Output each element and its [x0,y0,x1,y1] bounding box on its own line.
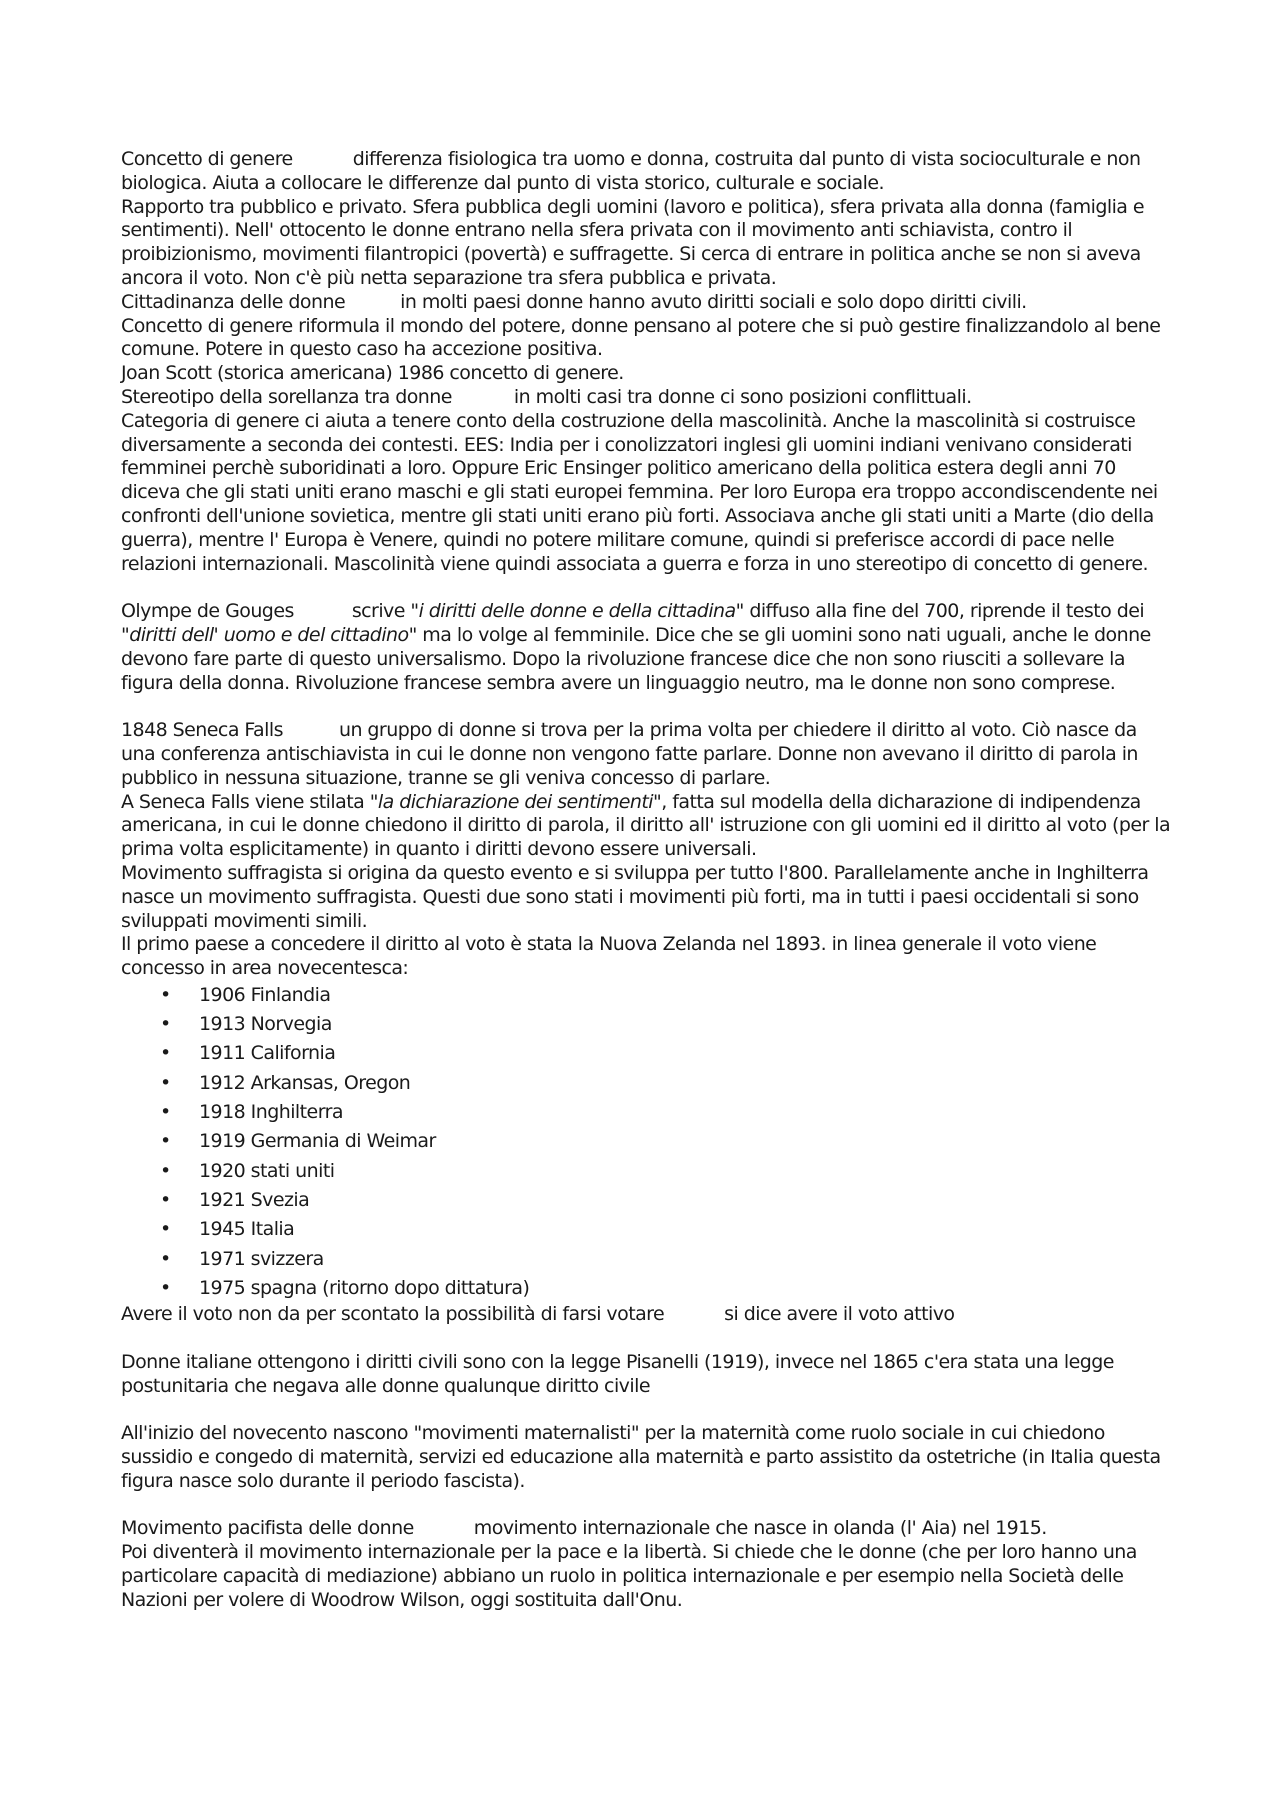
term-label: Concetto di genere [121,148,293,170]
paragraph-dichiarazione [121,791,1171,862]
term-label: Avere il voto non da per scontato la possibilità di farsi votare [121,1303,665,1326]
paragraph-movimento-suffragista: Movimento suffragista si origina da questo evento e si sviluppa per tutto l'800. Parallelamente anche in Inghilterra nasce un movimento suffragista. Questi due sono stati i movimenti più forti, ma in tutti i paesi occidentali si sono sviluppati movimenti simili. [121,861,1149,932]
list-item [121,1127,1171,1156]
list-item [121,1215,1171,1244]
term-label: Cittadinanza delle donne [121,290,346,313]
list-item [121,1274,1171,1303]
bullet-icon: • [160,1276,171,1299]
suffrage-year-list [121,981,1171,1303]
list-item [121,1069,1171,1098]
paragraph-sorellanza [121,386,1171,410]
bullet-icon: • [160,1218,171,1241]
term-definition: movimento internazionale che nasce in olanda (l' Aia) nel 1915. [473,1517,1047,1540]
list-item-text: 1971 svizzera [199,1247,324,1270]
bullet-icon: • [160,983,171,1006]
blank-line [121,695,1171,719]
italic-title: "la dichiarazione dei sentimenti" [369,790,662,813]
term-label: Movimento pacifista delle donne [121,1517,414,1540]
paragraph-seneca-falls [121,719,1171,790]
paragraph-voto-attivo [121,1303,1171,1327]
paragraph-pubblico-privato: Rapporto tra pubblico e privato. Sfera pubblica degli uomini (lavoro e politica), sfera privata alla donna (famiglia e sentimenti). Nell' ottocento le donne entrano nella sfera privata con il movimento anti schiavista, contro il proibizionismo, movimenti filantropici (povertà) e suffragette. Si cerca di entrare in politica anche se non si aveva ancora il voto. Non c'è più netta separazione tra sfera pubblica e privata. [121,195,1145,289]
term-label: Olympe de Gouges [121,600,294,623]
list-item [121,1010,1171,1039]
term-definition: in molti paesi donne hanno avuto diritti sociali e solo dopo diritti civili. [400,290,1027,313]
list-item-text: 1906 Finlandia [199,983,331,1006]
blank-line [121,1494,1171,1518]
paragraph-olympe-de-gouges [121,600,1171,695]
bullet-icon: • [160,1188,171,1211]
paragraph-pace-liberta: Poi diventerà il movimento internazionale per la pace e la libertà. Si chiede che le donne (che per loro hanno una particolare capacità di mediazione) abbiano un ruolo in politica internazionale e per esempio nella Società delle Nazioni per volere di Woodrow Wilson, oggi sostituita dall'Onu. [121,1541,1137,1611]
text-run: , fatta sul modella della dicharazione di indipendenza americana, in cui le donne chiedono il diritto di parola, il diritto all' istruzione con gli uomini ed il diritto al voto (per la prima volta esplicitamente) in quanto i diritti devono essere universali. [121,790,1171,861]
paragraph-movimento-pacifista [121,1517,1171,1541]
list-item-text: 1921 Svezia [199,1188,310,1211]
term-definition: un gruppo di donne si trova per la prima volta per chiedere il diritto al voto. Ciò nasce da una conferenza antischiavista in cui le donne non vengono fatte parlare. Donne non avevano il diritto di parola in pubblico in nessuna situazione, tranne se gli veniva concesso di parlare. [121,719,1138,789]
term-definition: differenza fisiologica tra uomo e donna, costruita dal punto di vista socioculturale e non biologica. Aiuta a collocare le differenze dal punto di vista storico, culturale e sociale. [121,148,1141,194]
list-item [121,1157,1171,1186]
term-definition: si dice avere il voto attivo [724,1303,955,1326]
blank-line [121,1327,1171,1351]
bullet-icon: • [160,1159,171,1182]
paragraph-concetto-di-genere [121,148,1171,196]
document-body [121,148,1171,1613]
text-run: ma lo volge al femminile. Dice che se gli uomini sono nati uguali, anche le donne devono fare parte di questo universalismo. Dopo la rivoluzione francese dice che non sono riusciti a sollevare la figura della donna. Rivoluzione francese sembra avere un linguaggio neutro, ma le donne non sono comprese. [121,623,1151,694]
list-item [121,1245,1171,1274]
bullet-icon: • [160,1101,171,1124]
italic-title: "i diritti delle donne e della cittadina" [410,600,744,623]
list-item-text: 1918 Inghilterra [199,1101,343,1124]
list-item-text: 1913 Norvegia [199,1013,332,1036]
bullet-icon: • [160,1071,171,1094]
paragraph-legge-pisanelli: Donne italiane ottengono i diritti civili sono con la legge Pisanelli (1919), invece nel 1865 c'era stata una legge postunitaria che negava alle donne qualunque diritto civile [121,1350,1114,1397]
paragraph-joan-scott: Joan Scott (storica americana) 1986 concetto di genere. [121,362,624,385]
list-item-text: 1912 Arkansas, Oregon [199,1071,411,1094]
text-run: scrive [351,600,411,623]
paragraph-nuova-zelanda: Il primo paese a concedere il diritto al voto è stata la Nuova Zelanda nel 1893. in linea generale il voto viene concesso in area novecentesca: [121,933,1097,980]
blank-line [121,576,1171,600]
list-item [121,1039,1171,1068]
bullet-icon: • [160,1247,171,1270]
paragraph-movimenti-maternalisti: All'inizio del novecento nascono "movimenti maternalisti" per la maternità come ruolo sociale in cui chiedono sussidio e congedo di maternità, servizi ed educazione alla maternità e parto assistito da ostetriche (in Italia questa figura nasce solo durante il periodo fascista). [121,1422,1161,1492]
blank-line [121,1398,1171,1422]
list-item-text: 1975 spagna (ritorno dopo dittatura) [199,1276,530,1299]
term-definition: in molti casi tra donne ci sono posizioni conflittuali. [513,385,972,408]
list-item-text: 1920 stati uniti [199,1159,335,1182]
bullet-icon: • [160,1013,171,1036]
italic-title: "diritti dell' uomo e del cittadino" [121,623,417,646]
paragraph-mascolinita: Categoria di genere ci aiuta a tenere conto della costruzione della mascolinità. Anche la mascolinità si costruisce diversamente a seconda dei contesti. EES: India per i conolizzatori inglesi gli uomini indiani venivano considerati femminei perchè suboridinati a loro. Oppure Eric Ensinger politico americano della politica estera degli anni 70 diceva che gli stati uniti erano maschi e gli stati europei femmina. Per loro Europa era troppo accondiscendente nei confronti dell'unione sovietica, mentre gli stati uniti erano più forti. Associava anche gli stati uniti a Marte (dio della guerra), mentre l' Europa è Venere, quindi no potere militare comune, quindi si preferisce accordi di pace nelle relazioni internazionali. Mascolinità viene quindi associata a guerra e forza in uno stereotipo di concetto di genere. [121,409,1158,575]
bullet-icon: • [160,1042,171,1065]
paragraph-cittadinanza [121,291,1171,315]
text-run: diffuso alla fine del 700, riprende il testo dei [743,600,1145,623]
list-item [121,981,1171,1010]
term-label: Stereotipo della sorellanza tra donne [121,385,452,408]
term-label: 1848 Seneca Falls [121,719,283,742]
paragraph-potere: Concetto di genere riformula il mondo del potere, donne pensano al potere che si può gestire finalizzandolo al bene comune. Potere in questo caso ha accezione positiva. [121,314,1161,361]
list-item-text: 1945 Italia [199,1218,295,1241]
text-run: A Seneca Falls viene stilata [121,790,370,813]
bullet-icon: • [160,1130,171,1153]
list-item-text: 1919 Germania di Weimar [199,1130,436,1153]
list-item-text: 1911 California [199,1042,336,1065]
list-item [121,1186,1171,1215]
list-item [121,1098,1171,1127]
